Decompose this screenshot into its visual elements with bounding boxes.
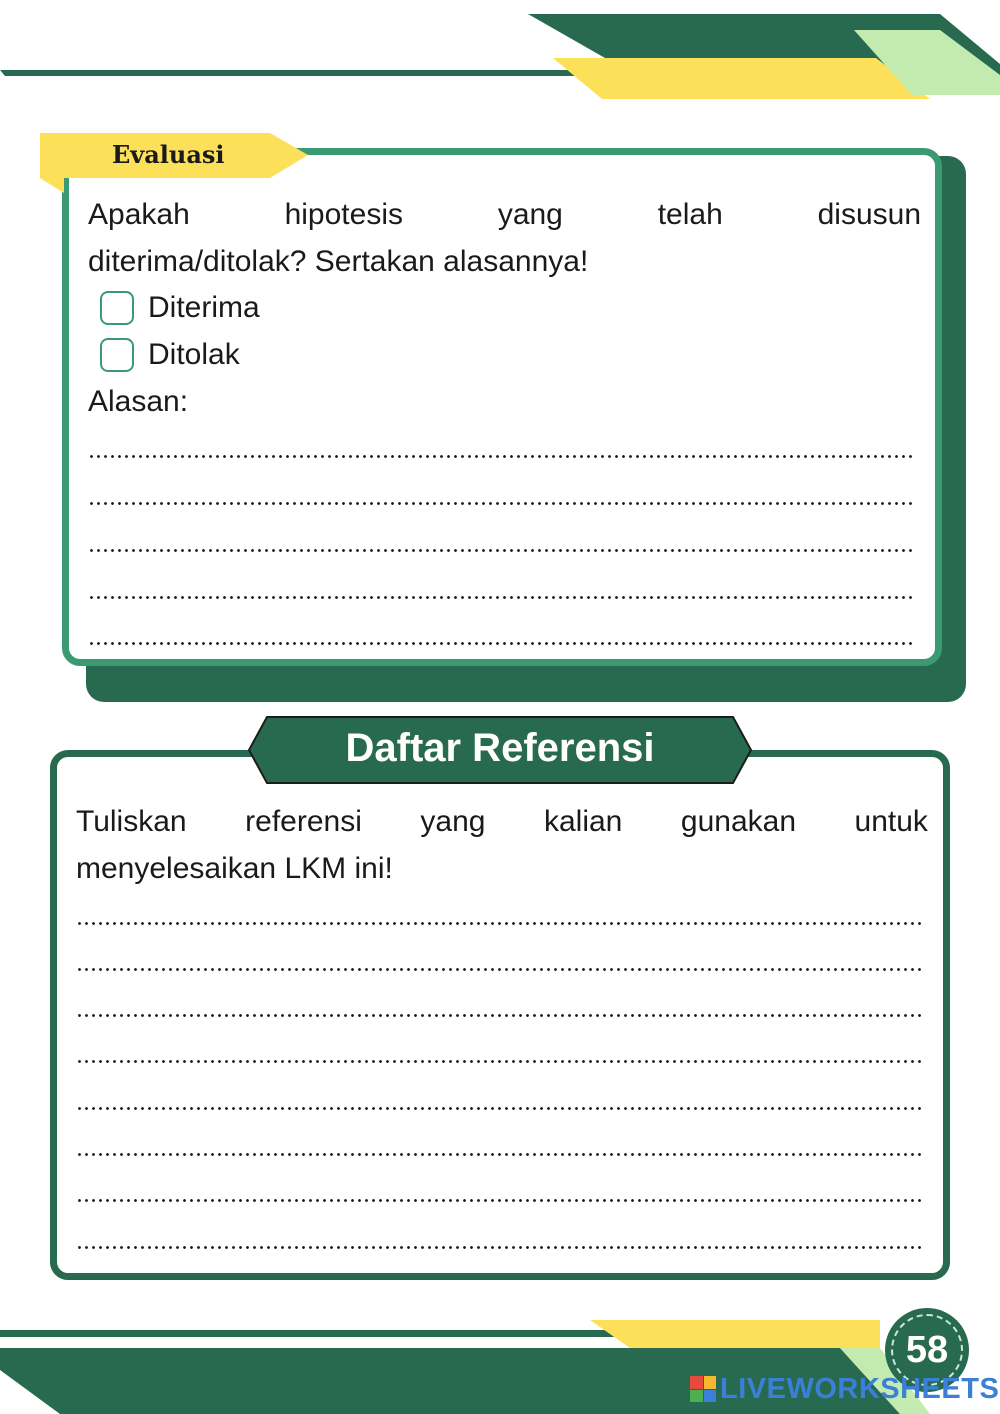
option-accepted-checkbox[interactable] bbox=[100, 291, 134, 325]
evaluation-tab-label: Evaluasi bbox=[112, 140, 225, 169]
evaluation-question-line-1 bbox=[88, 191, 921, 238]
question-word: telah bbox=[657, 198, 723, 231]
instruction-word: kalian bbox=[543, 805, 623, 838]
instruction-word: gunakan bbox=[680, 805, 797, 838]
evaluation-question-line-2: diterima/ditolak? Sertakan alasannya! bbox=[88, 245, 589, 278]
instruction-word: untuk bbox=[854, 805, 928, 838]
option-accepted-label: Diterima bbox=[148, 291, 260, 324]
reference-answer-line[interactable] bbox=[76, 1014, 921, 1017]
reason-answer-line[interactable] bbox=[88, 596, 914, 599]
watermark bbox=[690, 1372, 999, 1406]
option-rejected[interactable] bbox=[100, 335, 240, 375]
question-word: disusun bbox=[817, 198, 921, 231]
reference-answer-line[interactable] bbox=[76, 1060, 921, 1063]
watermark-text: LIVEWORKSHEETS bbox=[720, 1372, 1000, 1405]
instruction-word: Tuliskan bbox=[76, 805, 187, 838]
page-number: 58 bbox=[891, 1314, 963, 1386]
instruction-word: yang bbox=[420, 805, 486, 838]
reason-answer-line[interactable] bbox=[88, 549, 914, 552]
instruction-word: referensi bbox=[245, 805, 362, 838]
reason-answer-line[interactable] bbox=[88, 502, 914, 505]
reason-label: Alasan: bbox=[88, 385, 189, 418]
option-rejected-checkbox[interactable] bbox=[100, 338, 134, 372]
option-rejected-label: Ditolak bbox=[148, 338, 240, 371]
reference-answer-line[interactable] bbox=[76, 1153, 921, 1156]
header-decoration bbox=[0, 0, 1000, 110]
question-word: Apakah bbox=[88, 198, 190, 231]
option-accepted[interactable] bbox=[100, 288, 260, 328]
question-word: yang bbox=[497, 198, 563, 231]
reference-answer-line[interactable] bbox=[76, 968, 921, 971]
reference-answer-line[interactable] bbox=[76, 1246, 921, 1249]
reference-answer-line[interactable] bbox=[76, 922, 921, 925]
reason-answer-line[interactable] bbox=[88, 642, 914, 645]
references-instruction-line-2: menyelesaikan LKM ini! bbox=[76, 852, 393, 885]
references-heading: Daftar Referensi bbox=[345, 726, 655, 770]
liveworksheets-logo-icon bbox=[690, 1376, 716, 1402]
reference-answer-line[interactable] bbox=[76, 1199, 921, 1202]
question-word: hipotesis bbox=[284, 198, 403, 231]
references-instruction-line-1 bbox=[76, 798, 928, 845]
reason-answer-line[interactable] bbox=[88, 455, 914, 458]
reference-answer-line[interactable] bbox=[76, 1107, 921, 1110]
